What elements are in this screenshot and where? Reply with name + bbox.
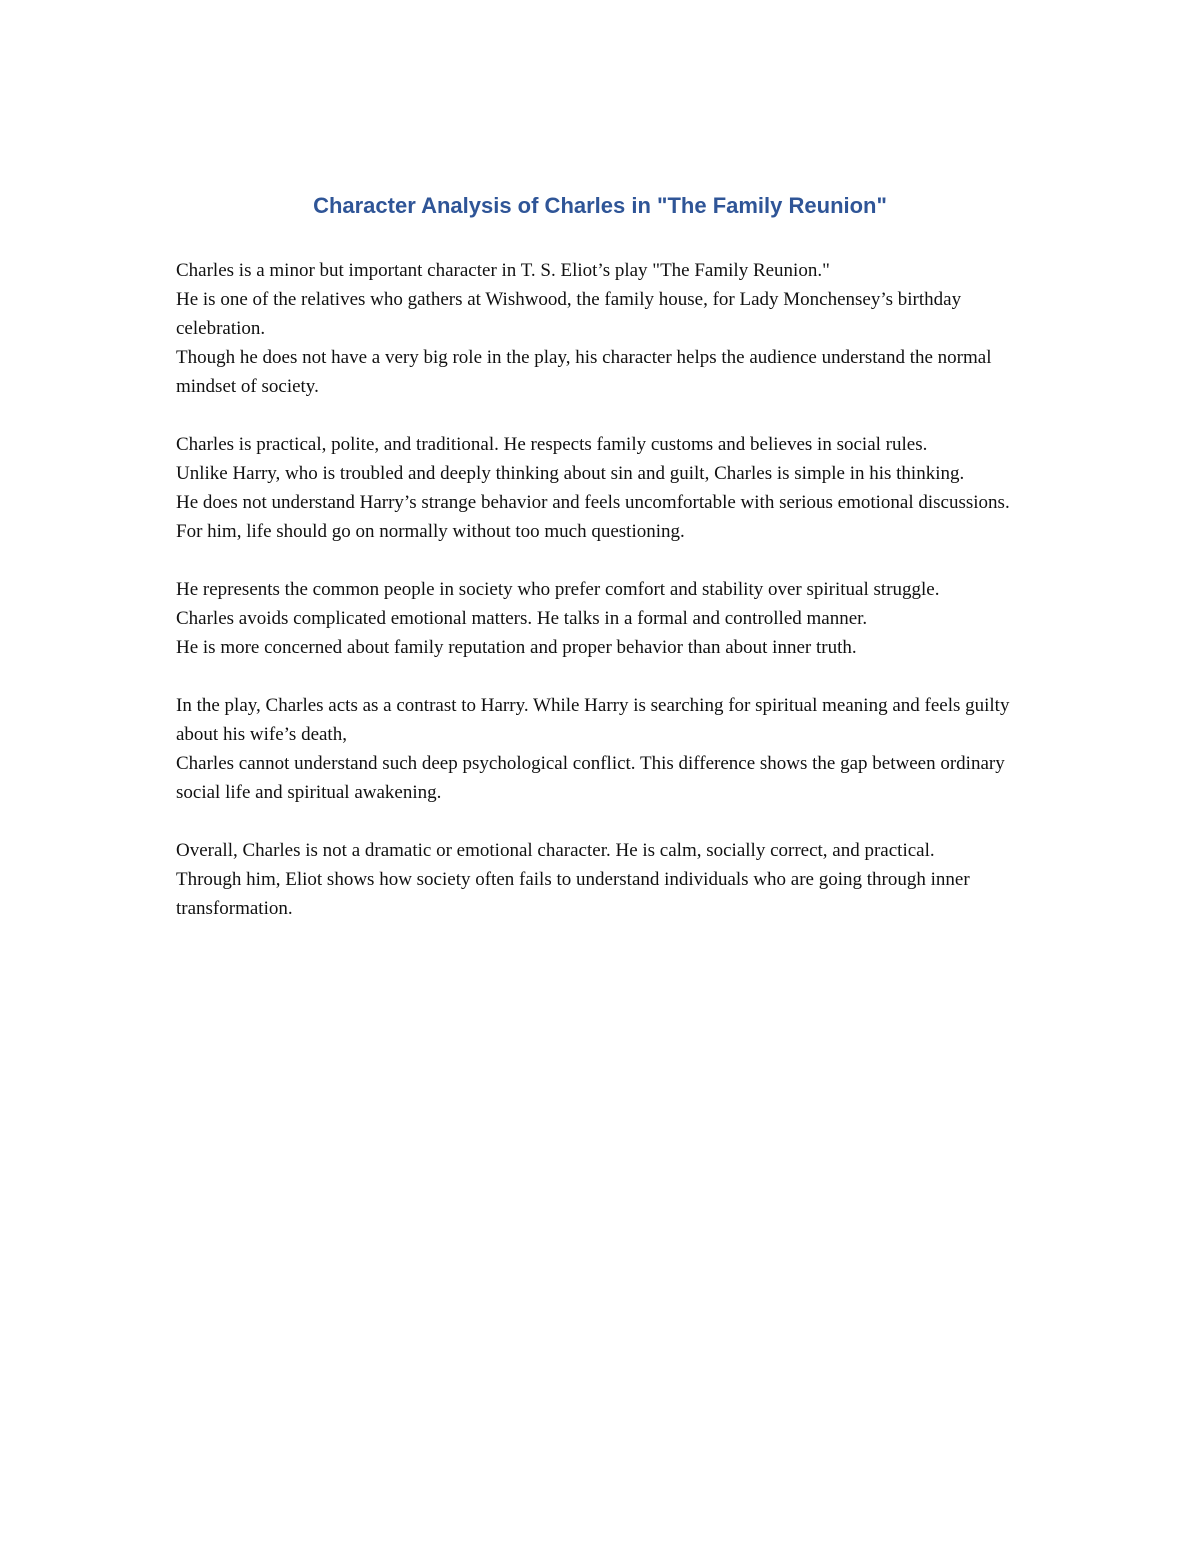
body-sentence: Charles avoids complicated emotional matters. He talks in a formal and controlled manner. xyxy=(176,608,868,629)
body-sentence: Though he does not have a very big role in the play, his character helps the audience understand the normal mindset of society. xyxy=(176,347,992,397)
paragraph-conclusion xyxy=(176,836,1026,923)
body-sentence: In the play, Charles acts as a contrast to Harry. While Harry is searching for spiritual meaning and feels guilty about his wife’s death, xyxy=(176,695,1010,745)
body-sentence: He is one of the relatives who gathers at Wishwood, the family house, for Lady Monchensey’s birthday celebration. xyxy=(176,289,962,339)
paragraph-contrast xyxy=(176,691,1026,807)
paragraph-representation xyxy=(176,575,1026,662)
body-sentence: He is more concerned about family reputation and proper behavior than about inner truth. xyxy=(176,637,857,658)
body-sentence: He represents the common people in society who prefer comfort and stability over spiritual struggle. xyxy=(176,579,940,600)
paragraph-introduction xyxy=(176,256,1026,401)
body-sentence: Charles is practical, polite, and traditional. He respects family customs and believes in social rules. xyxy=(176,434,928,455)
document-title: Character Analysis of Charles in "The Family Reunion" xyxy=(313,193,887,218)
body-sentence: Through him, Eliot shows how society often fails to understand individuals who are going through inner transformation. xyxy=(176,869,970,919)
paragraph-personality xyxy=(176,430,1026,546)
body-sentence: For him, life should go on normally without too much questioning. xyxy=(176,521,685,542)
document-body xyxy=(176,256,1026,952)
body-sentence: Unlike Harry, who is troubled and deeply thinking about sin and guilt, Charles is simple in his thinking. xyxy=(176,463,965,484)
body-sentence: Charles is a minor but important character in T. S. Eliot’s play "The Family Reunion." xyxy=(176,260,830,281)
body-sentence: Charles cannot understand such deep psychological conflict. This difference shows the gap between ordinary social life and spiritual awakening. xyxy=(176,753,1005,803)
body-sentence: He does not understand Harry’s strange behavior and feels uncomfortable with serious emotional discussions. xyxy=(176,492,1010,513)
body-sentence: Overall, Charles is not a dramatic or emotional character. He is calm, socially correct, and practical. xyxy=(176,840,935,861)
